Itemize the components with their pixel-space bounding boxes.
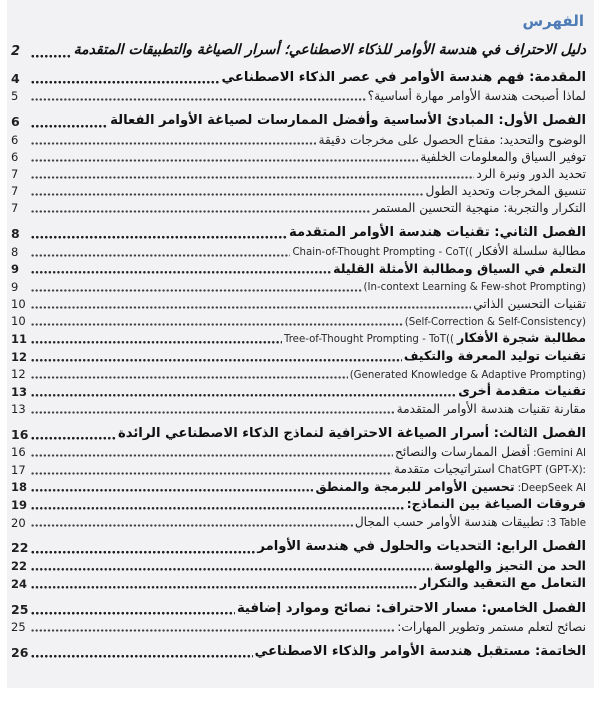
toc-entry[interactable] bbox=[11, 149, 586, 165]
toc-page-number: 10 bbox=[11, 314, 26, 329]
toc-entry[interactable] bbox=[11, 166, 586, 182]
toc-title-arabic-text: تقنيات التحسين الذاتي bbox=[473, 296, 586, 311]
toc-entry[interactable] bbox=[11, 461, 586, 477]
toc-entry[interactable] bbox=[11, 69, 586, 87]
toc-entry-title bbox=[364, 278, 586, 294]
toc-entry-title bbox=[237, 600, 586, 618]
toc-title-arabic-text: التعامل مع التعقيد والتكرار bbox=[419, 575, 586, 591]
toc-leader-dots bbox=[31, 606, 235, 617]
toc-leader-dots bbox=[31, 501, 405, 512]
toc-list bbox=[11, 40, 586, 661]
toc-entry-title bbox=[434, 558, 586, 575]
toc-entry-title bbox=[318, 132, 586, 148]
toc-title-arabic-text: الفصل الخامس: مسار الاحتراف: نصائح وموارد إضافية bbox=[236, 600, 586, 616]
toc-entry-title bbox=[420, 575, 586, 592]
toc-title-latin-text: :3 Table bbox=[546, 518, 586, 529]
toc-entry-title bbox=[292, 243, 586, 259]
toc-entry[interactable] bbox=[11, 514, 586, 530]
toc-entry[interactable] bbox=[11, 348, 586, 365]
toc-entry-title bbox=[368, 88, 586, 104]
toc-entry-title bbox=[407, 496, 586, 513]
toc-entry-title bbox=[110, 112, 586, 130]
toc-title-arabic-text: تنسيق المخرجات وتحديد الطول bbox=[425, 183, 586, 198]
toc-title-arabic-text: توفير السياق والمعلومات الخلفية bbox=[420, 149, 586, 164]
toc-entry-title bbox=[333, 261, 586, 278]
toc-title-arabic-text: لماذا أصبحت هندسة الأوامر مهارة أساسية؟ bbox=[367, 89, 586, 104]
toc-page-number: 13 bbox=[11, 384, 28, 399]
toc-title-latin-text: ChatGPT (GPT-X): bbox=[497, 465, 586, 477]
toc-title-latin-text: Tree-of-Thought Prompting - ToT(( bbox=[283, 334, 454, 346]
toc-entry-title bbox=[255, 643, 586, 661]
toc-entry[interactable] bbox=[11, 296, 586, 312]
toc-entry[interactable] bbox=[11, 575, 586, 592]
toc-title-latin-text: Chain-of-Thought Prompting - CoT(( bbox=[292, 247, 473, 259]
toc-leader-dots bbox=[31, 230, 287, 241]
toc-leader-dots bbox=[31, 335, 282, 346]
toc-leader-dots bbox=[31, 49, 72, 60]
toc-title-arabic-text: التعلم في السياق ومطالبة الأمثلة القليلة bbox=[333, 260, 586, 276]
toc-title-arabic-text: دليل الاحتراف في هندسة الأوامر للذكاء الاصطناعي؛ أسرار الصياغة والتطبيقات المتقدمة bbox=[73, 42, 586, 58]
toc-leader-dots bbox=[31, 518, 353, 529]
toc-leader-dots bbox=[31, 92, 366, 103]
toc-leader-dots bbox=[31, 283, 362, 294]
toc-title-arabic-text: تحديد الدور ونبرة الرد bbox=[476, 166, 586, 181]
toc-entry-title bbox=[315, 479, 586, 496]
toc-entry[interactable] bbox=[11, 132, 586, 148]
toc-entry-title bbox=[397, 619, 586, 635]
toc-entry[interactable] bbox=[11, 619, 586, 635]
toc-page-number: 7 bbox=[11, 201, 19, 216]
toc-heading: الفهرس bbox=[522, 12, 584, 30]
toc-leader-dots bbox=[31, 248, 290, 259]
toc-entry-title bbox=[420, 149, 586, 165]
toc-entry-title bbox=[373, 200, 586, 216]
toc-page-number: 16 bbox=[11, 445, 26, 460]
toc-page-number: 25 bbox=[11, 601, 29, 617]
toc-entry-title bbox=[405, 313, 586, 329]
toc-title-latin-text: (In-context Learning & Few-shot Prompting) bbox=[363, 282, 586, 294]
toc-leader-dots bbox=[31, 545, 255, 556]
toc-entry-title bbox=[289, 224, 586, 242]
toc-leader-dots bbox=[31, 623, 395, 634]
toc-entry-title bbox=[284, 330, 586, 347]
toc-title-arabic-text: أفضل الممارسات والنصائح bbox=[394, 444, 531, 459]
toc-page-number: 6 bbox=[11, 149, 19, 164]
toc-page-number: 9 bbox=[11, 262, 20, 277]
toc-entry[interactable] bbox=[11, 40, 586, 61]
toc-entry[interactable] bbox=[11, 112, 586, 130]
toc-entry-title bbox=[397, 401, 586, 417]
toc-leader-dots bbox=[31, 370, 348, 381]
toc-leader-dots bbox=[31, 405, 395, 416]
toc-title-arabic-text: نصائح لتعلم مستمر وتطوير المهارات: bbox=[397, 620, 586, 635]
toc-entry-title bbox=[74, 40, 586, 61]
toc-page-number: 7 bbox=[11, 183, 19, 198]
toc-entry[interactable] bbox=[11, 330, 586, 347]
toc-entry[interactable] bbox=[11, 313, 586, 329]
toc-leader-dots bbox=[31, 580, 418, 591]
toc-entry-title bbox=[118, 425, 586, 443]
toc-entry[interactable] bbox=[11, 200, 586, 216]
toc-entry-title bbox=[355, 514, 586, 530]
toc-page-number: 26 bbox=[11, 645, 29, 661]
toc-entry[interactable] bbox=[11, 88, 586, 104]
toc-entry[interactable] bbox=[11, 401, 586, 417]
toc-title-arabic-text: مطالبة شجرة الأفكار bbox=[456, 330, 586, 346]
toc-entry-title bbox=[395, 444, 586, 460]
toc-entry[interactable] bbox=[11, 479, 586, 496]
toc-entry-title bbox=[394, 461, 586, 477]
toc-page-number: 25 bbox=[11, 620, 26, 635]
toc-page-number: 22 bbox=[11, 559, 28, 574]
toc-entry-title bbox=[476, 166, 586, 182]
toc-title-arabic-text: تحسين الأوامر للبرمجة والمنطق bbox=[315, 478, 515, 494]
toc-field-shading bbox=[7, 0, 594, 688]
toc-leader-dots bbox=[31, 187, 424, 198]
toc-entry[interactable] bbox=[11, 278, 586, 294]
toc-leader-dots bbox=[31, 204, 371, 215]
toc-leader-dots bbox=[31, 119, 108, 130]
toc-entry-title bbox=[473, 296, 586, 312]
toc-page-number: 10 bbox=[11, 296, 26, 311]
toc-leader-dots bbox=[31, 136, 316, 147]
toc-leader-dots bbox=[31, 431, 116, 442]
toc-entry-title bbox=[350, 366, 586, 382]
toc-title-arabic-text: فروقات الصياغة بين النماذج: bbox=[406, 496, 586, 512]
toc-page-number: 24 bbox=[11, 576, 28, 591]
toc-leader-dots bbox=[31, 170, 474, 181]
toc-title-arabic-text: الوضوح والتحديد: مفتاح الحصول على مخرجات دقيقة bbox=[318, 132, 586, 147]
toc-entry[interactable] bbox=[11, 224, 586, 242]
toc-entry[interactable] bbox=[11, 558, 586, 575]
toc-page-number: 22 bbox=[11, 540, 29, 556]
toc-page-number: 7 bbox=[11, 166, 19, 181]
toc-entry[interactable] bbox=[11, 538, 586, 556]
toc-entry[interactable] bbox=[11, 383, 586, 400]
toc-leader-dots bbox=[31, 466, 392, 477]
toc-title-arabic-text: مطالبة سلسلة الأفكار bbox=[475, 244, 586, 259]
toc-page-number: 8 bbox=[11, 244, 19, 259]
toc-title-arabic-text: تطبيقات هندسة الأوامر حسب المجال bbox=[354, 515, 544, 529]
toc-entry[interactable] bbox=[11, 366, 586, 382]
toc-page-number: 8 bbox=[11, 225, 20, 241]
toc-page-number: 16 bbox=[11, 426, 29, 442]
toc-title-latin-text: (Self-Correction & Self-Consistency) bbox=[404, 316, 586, 328]
toc-page-number: 12 bbox=[11, 367, 26, 382]
toc-leader-dots bbox=[31, 483, 313, 494]
toc-page-number: 13 bbox=[11, 401, 26, 416]
toc-entry-title bbox=[257, 538, 586, 556]
toc-leader-dots bbox=[31, 353, 402, 364]
toc-page-number: 9 bbox=[11, 279, 19, 294]
toc-entry[interactable] bbox=[11, 643, 586, 661]
toc-entry-title bbox=[458, 383, 586, 400]
toc-page-number: 6 bbox=[11, 132, 19, 147]
toc-title-arabic-text: الفصل الثاني: تقنيات هندسة الأوامر المتقدمة bbox=[289, 225, 586, 240]
toc-leader-dots bbox=[31, 388, 456, 399]
toc-page-number: 18 bbox=[11, 480, 28, 495]
toc-title-arabic-text: تقنيات توليد المعرفة والتكيف bbox=[403, 347, 586, 363]
toc-entry[interactable] bbox=[11, 496, 586, 513]
toc-title-arabic-text: الفصل الرابع: التحديات والحلول في هندسة الأوامر bbox=[257, 539, 586, 555]
toc-entry[interactable] bbox=[11, 261, 586, 278]
toc-title-arabic-text: استراتيجيات متقدمة bbox=[393, 462, 495, 477]
toc-page-number: 19 bbox=[11, 498, 28, 513]
toc-title-arabic-text: الحد من التحيز والهلوسة bbox=[433, 557, 586, 573]
toc-page-number: 11 bbox=[11, 331, 28, 346]
toc-title-arabic-text: الفصل الثالث: أسرار الصياغة الاحترافية لنماذج الذكاء الاصطناعي الرائدة bbox=[117, 425, 586, 441]
toc-page-number: 2 bbox=[11, 44, 21, 60]
toc-entry[interactable] bbox=[11, 425, 586, 443]
toc-page-number: 6 bbox=[11, 114, 20, 130]
toc-entry-title bbox=[404, 348, 586, 365]
toc-leader-dots bbox=[31, 265, 331, 276]
toc-title-latin-text: :Gemini AI bbox=[533, 447, 586, 459]
toc-entry[interactable] bbox=[11, 183, 586, 199]
toc-leader-dots bbox=[31, 562, 432, 573]
toc-entry-title bbox=[426, 183, 586, 199]
toc-title-latin-text: (Generated Knowledge & Adaptive Prompting) bbox=[349, 369, 586, 381]
toc-leader-dots bbox=[31, 317, 403, 328]
toc-page-number: 4 bbox=[11, 70, 20, 86]
toc-page-number: 20 bbox=[11, 515, 26, 530]
toc-title-latin-text: :DeepSeek AI bbox=[517, 482, 586, 494]
toc-title-arabic-text: تقنيات متقدمة أخرى bbox=[458, 382, 586, 398]
toc-title-arabic-text: الخاتمة: مستقبل هندسة الأوامر والذكاء الاصطناعي bbox=[254, 644, 586, 660]
toc-page-number: 5 bbox=[11, 89, 19, 104]
toc-leader-dots bbox=[31, 300, 471, 311]
toc-entry[interactable] bbox=[11, 600, 586, 618]
toc-leader-dots bbox=[31, 153, 418, 164]
toc-entry[interactable] bbox=[11, 243, 586, 259]
toc-leader-dots bbox=[31, 448, 393, 459]
toc-entry-title bbox=[222, 69, 586, 87]
toc-page-number: 12 bbox=[11, 349, 28, 364]
toc-title-arabic-text: التكرار والتجربة: منهجية التحسين المستمر bbox=[372, 200, 586, 215]
toc-entry[interactable] bbox=[11, 444, 586, 460]
toc-title-arabic-text: المقدمة: فهم هندسة الأوامر في عصر الذكاء الاصطناعي bbox=[221, 70, 586, 85]
toc-leader-dots bbox=[31, 75, 220, 86]
toc-title-arabic-text: الفصل الأول: المبادئ الأساسية وأفضل الممارسات لصياغة الأوامر الفعالة bbox=[110, 113, 586, 129]
toc-title-arabic-text: مقارنة تقنيات هندسة الأوامر المتقدمة bbox=[396, 401, 586, 416]
toc-leader-dots bbox=[31, 649, 253, 660]
toc-page-number: 17 bbox=[11, 462, 26, 477]
